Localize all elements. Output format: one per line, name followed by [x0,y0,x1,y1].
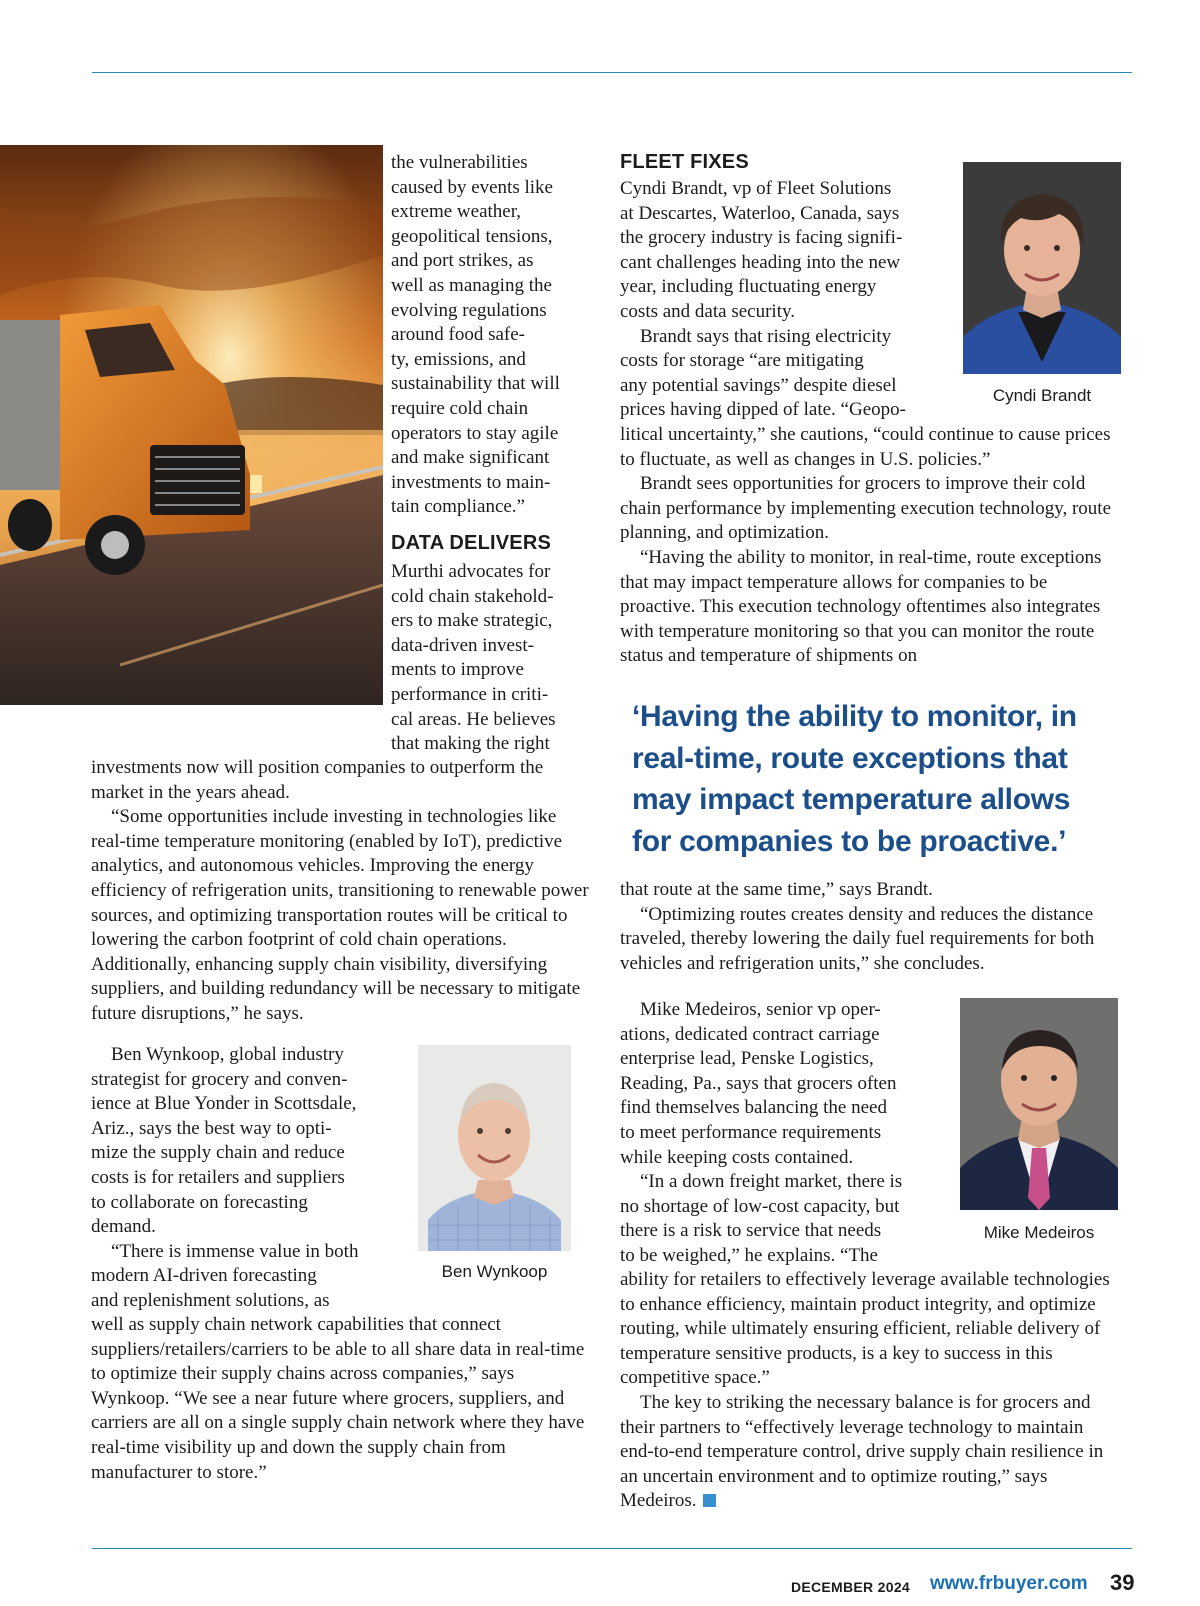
text-line: cant challenges heading into the new [620,251,901,273]
footer-date: DECEMBER 2024 [790,1579,910,1595]
text-line: no shortage of low-cost capacity, but [620,1195,900,1217]
paragraph-text: The key to striking the necessary balance is for grocers and their partners to “effectively leverage technology to maintain end-to-end temperature control, drive supply chain resilience in an uncertain environment and to optimize routing,” says Medeiros. [620,1391,1104,1512]
text-line: modern AI-driven forecasting [91,1265,317,1287]
text-line: at Descartes, Waterloo, Canada, says [620,202,900,224]
text-line: and replenishment solutions, as [91,1289,330,1311]
left-col-murthi [391,560,591,757]
text-line: Reading, Pa., says that grocers often [620,1072,897,1094]
text-line: Brandt says that rising electricity [640,325,892,347]
text-line: sustainability that will [391,373,560,395]
text-line: Ariz., says the best way to opti- [91,1117,332,1139]
text-line: and port strikes, as [391,250,534,272]
paragraph: that route at the same time,” says Brandt. [620,879,933,900]
text-line: geopolitical tensions, [391,225,553,247]
text-line: while keeping costs contained. [620,1146,854,1168]
text-line: performance in criti- [391,683,549,705]
right-col-brandt [620,177,940,423]
text-line: cal areas. He believes [391,708,556,730]
right-col-after-quote [620,878,1120,976]
left-col-vulnerabilities [391,151,591,520]
right-col-cautions [620,423,1120,669]
text-line: operators to stay agile [391,422,559,444]
text-line: there is a risk to service that needs [620,1220,882,1242]
text-line: costs is for retailers and suppliers [91,1166,345,1188]
text-line: cold chain stakehold- [391,585,554,607]
caption-cyndi-brandt: Cyndi Brandt [992,386,1092,405]
pull-quote-line: may impact temperature allows [632,783,1071,816]
right-col-ability [620,1268,1120,1514]
text-line: ience at Blue Yonder in Scottsdale, [91,1093,357,1115]
text-line: the vulnerabilities [391,152,528,173]
left-col-wynkoop [91,1043,401,1314]
text-line: Mike Medeiros, senior vp oper- [640,999,881,1020]
left-col-full-width [91,756,591,1027]
text-line: ations, dedicated contract carriage [620,1023,880,1045]
paragraph: investments now will position companies to outperform the market in the years ahead. [91,757,544,803]
pull-quote-line: real-time, route exceptions that [632,741,1068,775]
text-line: strategist for grocery and conven- [91,1068,348,1090]
ben-wynkoop-photo [418,1045,571,1251]
text-line: find themselves balancing the need [620,1097,887,1119]
paragraph: “Having the ability to monitor, in real-time, route exceptions that may impact temperature allows for companies to be proactive. This execution technology oftentimes also integrates with temperature monitoring so that you can monitor the route status and temperature of shipments on [620,546,1102,667]
text-line: around food safe- [391,324,526,346]
text-line: enterprise lead, Penske Logistics, [620,1048,874,1070]
mike-medeiros-photo [960,998,1118,1210]
fleet-fixes-heading: FLEET FIXES [620,151,749,173]
text-line: ments to improve [391,659,524,681]
paragraph: well as supply chain network capabilities that connect suppliers/retailers/carriers to be able to all share data in real-time to optimize their supply chains across companies,” says Wynkoop. “We see a near future where grocers, suppliers, and carriers are all on a single supply chain network where they have real-time visibility up and down the supply chain from manufacturer to store.” [91,1314,585,1483]
text-line: caused by events like [391,176,553,198]
text-line: ty, emissions, and [391,348,526,370]
end-of-article-mark [703,1494,716,1507]
paragraph: “Optimizing routes creates density and reduces the distance traveled, thereby lowering the daily fuel requirements for both vehicles and refrigeration units,” she concludes. [620,903,1095,974]
right-col-medeiros [620,998,940,1269]
paragraph: ability for retailers to effectively leverage available technologies to enhance efficiency, maintain product integrity, and optimize routing, while ultimately ensuring efficient, reliable delivery of temperature sensitive products, is a key to success in this competitive space.” [620,1269,1110,1389]
text-line: data-driven invest- [391,634,534,656]
text-line: well as managing the [391,274,552,296]
text-line: the grocery industry is facing signifi- [620,227,903,249]
text-line: Cyndi Brandt, vp of Fleet Solutions [620,178,892,199]
text-line: “In a down freight market, there is [640,1171,903,1193]
text-line: evolving regulations [391,299,547,321]
text-line: prices having dipped of late. “Geopo- [620,399,906,421]
text-line: extreme weather, [391,201,522,223]
bottom-rule [92,1548,1132,1549]
text-line: Murthi advocates for [391,561,551,582]
paragraph: “Some opportunities include investing in technologies like real-time temperature monitoring (enabled by IoT), predictive analytics, and autonomous vehicles. Improving the energy efficiency of refrigeration units, transitioning to renewable power sources, and optimizing transportation routes will be critical to lowering the carbon footprint of cold chain operations. Additionally, enhancing supply chain visibility, diversifying suppliers, and building redundancy will be necessary to mitigate future disruptions,” he says. [91,806,589,1024]
text-line: mize the supply chain and reduce [91,1142,345,1164]
truck-photo [0,145,383,705]
page-number: 39 [1110,1570,1135,1595]
text-line: year, including fluctuating energy [620,276,877,298]
text-line: “There is immense value in both [111,1240,359,1262]
text-line: ers to make strategic, [391,610,553,632]
text-line: costs for storage “are mitigating [620,350,864,372]
text-line: that making the right [391,733,550,755]
footer-url[interactable]: www.frbuyer.com [930,1573,1088,1594]
text-line: require cold chain [391,397,529,419]
text-line: to be weighed,” he explains. “The [620,1244,878,1266]
text-line: costs and data security. [620,300,795,322]
text-line: Ben Wynkoop, global industry [111,1044,344,1065]
text-line: to collaborate on forecasting [91,1191,308,1213]
text-line: demand. [91,1216,156,1238]
text-line: any potential savings” despite diesel [620,374,897,396]
text-line: to meet performance requirements [620,1121,882,1143]
text-line: and make significant [391,447,550,469]
paragraph: litical uncertainty,” she cautions, “could continue to cause prices to fluctuate, as well as changes in U.S. policies.” [620,424,1111,470]
text-line: tain compliance.” [391,496,525,518]
paragraph [620,1391,1120,1514]
cyndi-brandt-photo [963,162,1121,374]
caption-mike-medeiros: Mike Medeiros [983,1223,1095,1242]
data-delivers-heading: DATA DELIVERS [391,532,552,554]
pull-quote [632,696,1152,862]
left-col-wynkoop-end [91,1313,591,1485]
top-rule [92,72,1132,73]
caption-ben-wynkoop: Ben Wynkoop [441,1262,548,1281]
pull-quote-line: for companies to be proactive.’ [632,824,1067,858]
pull-quote-line: ‘Having the ability to monitor, in [632,700,1077,733]
paragraph: Brandt sees opportunities for grocers to improve their cold chain performance by implementing execution technology, route planning, and optimization. [620,473,1112,544]
text-line: investments to main- [391,471,551,493]
